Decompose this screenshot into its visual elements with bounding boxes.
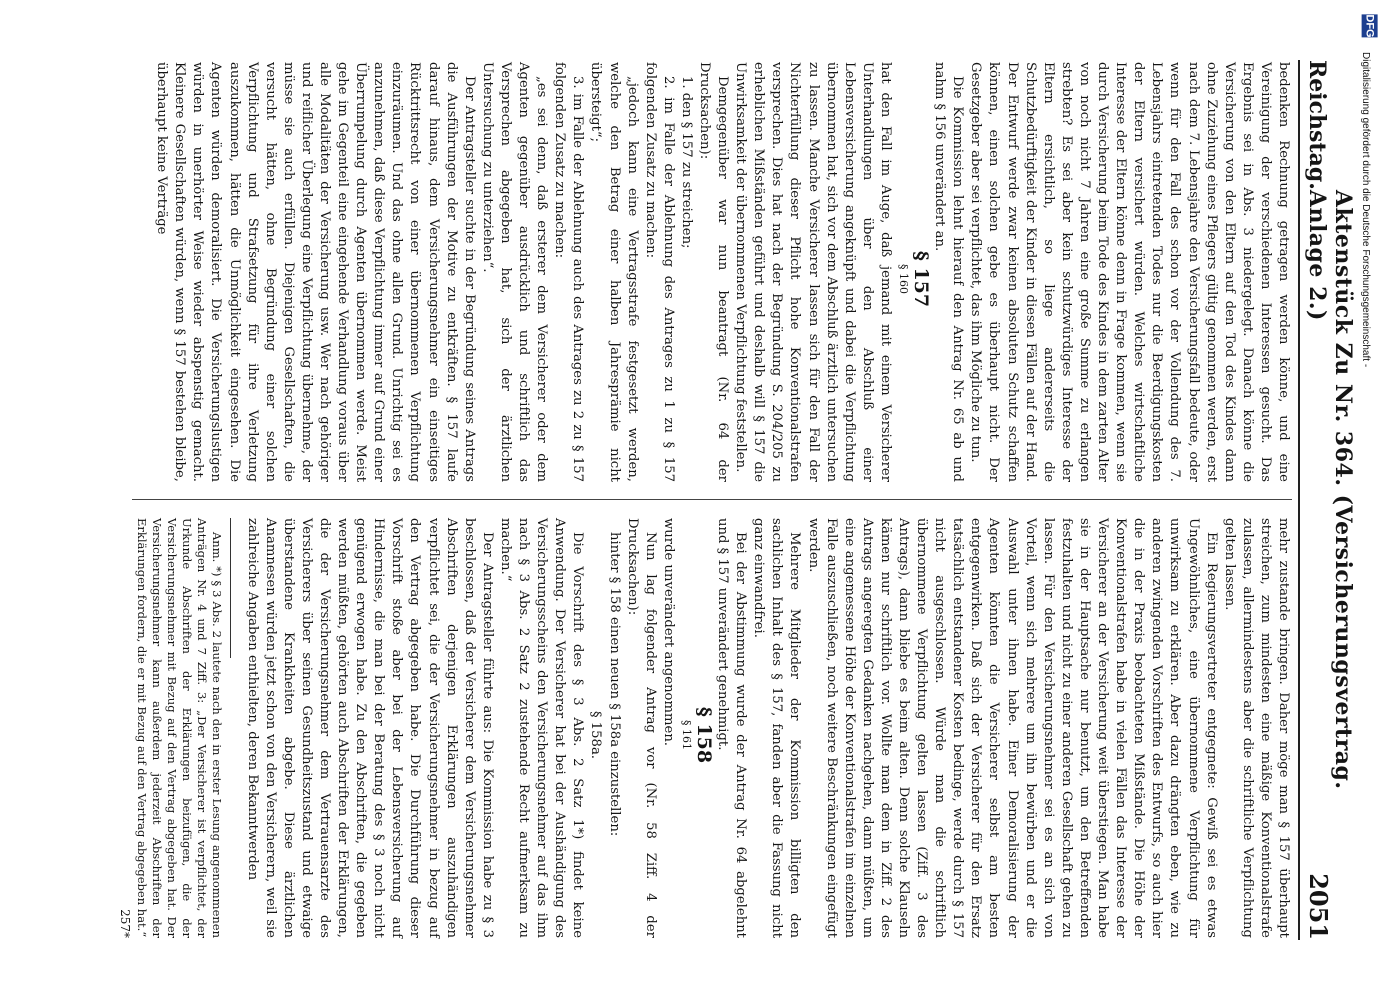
list-item: 3. im Falle der Ablehnung auch des Antrages zu 2 zu § 157 folgenden Zusatz zu machen: — [551, 62, 585, 482]
paragraph: Nun lag folgender Antrag vor (Nr. 58 Ziff. 4 der Drucksachen): — [624, 518, 658, 938]
column-divider — [132, 499, 1292, 500]
section-heading-158a: § 158a. — [587, 710, 603, 759]
left-column — [132, 62, 1292, 482]
list-item: 1. den § 157 zu streichen; — [678, 76, 694, 249]
header-left: Reichstag. — [1303, 60, 1330, 190]
paragraph: Demgegenüber war nun beantragt (Nr. 64 der Drucksachen): — [696, 62, 730, 482]
digitization-credit: Digitalisierung gefördert durch die Deutsche Forschungsgemeinschaft - — [1360, 52, 1371, 368]
paragraph: Mehrere Mitglieder der Kommission billigten den sachlichen Inhalt des § 157, fanden aber die Fassung nicht ganz einwandfrei. — [750, 518, 802, 938]
paragraph: mehr zustande bringen. Daher möge man § 157 überhaupt streichen, zum mindesten eine mäßige Konventionalstrafe zulassen, allermindestens aber die schriftliche Verpflichtung gelten lassen. — [1221, 518, 1291, 938]
quotation: Die Vorschrift des § 3 Abs. 2 Satz 1*) findet keine Anwendung. Der Versicherer hat bei der Aushändigung des Versicherungsscheins den Versicherungsnehmer auf das ihm nach § 3 Abs. 2 Satz 2 zustehende Recht aufmerksam zu machen.“ — [497, 518, 585, 938]
paragraph: bedenken Rechnung getragen werden könne, und eine Vereinigung der verschiedenen Interessen gesucht. Das Ergebnis sei in Abs. 3 niedergelegt. Danach könne die Versicherung von den Eltern auf den Tod des Kindes dann ohne Zuziehung eines Pflegers gültig genommen werden, erst nach dem 7. Lebensjahre den Versicherungsfall bedeute, oder wenn für den Fall des schon vor der Vollendung des 7. Lebensjahrs eintretenden Todes nur die Beerdigungskosten der Eltern versichert würden. Welches wirtschaftliche Interesse der Eltern könne denn in Frage kommen, wenn sie durch Versicherung beim Tode des Kindes in dem zarten Alter von noch nicht 7 Jahren eine große Summe zu erlangen strebten? Es sei aber kein schutzwürdiges Interesse der Eltern ersichtlich, so liege andererseits die Schutzbedürftigkeit der Kinder in diesen Fällen auf der Hand. Der Entwurf werde zwar keinen absoluten Schutz schaffen können, einen solchen gebe es überhaupt nicht. Der Gesetzgeber aber sei verpflichtet, das ihm Mögliche zu tun. — [967, 62, 1291, 482]
paragraph: Bei der Abstimmung wurde der Antrag Nr. 64 abgelehnt und § 157 unverändert genehmigt. — [714, 518, 748, 938]
paragraph: Die Kommission lehnt hierauf den Antrag Nr. 65 ab und nahm § 156 unverändert an. — [931, 62, 965, 482]
paragraph: Der Antragsteller suchte in der Begründung seines Antrags die Ausführungen der Motive zu entkräften. § 157 laufe darauf hinaus, dem Versicherungsnehmer ein einseitiges Rücktrittsrecht von einer übernommenen Verpflichtung einzuräumen. Und das ohne allen Grund. Unrichtig sei es anzunehmen, daß diese Verpflichtung immer auf Grund einer Überrumpelung durch Agenten übernommen werde. Meist gehe im Gegenteil eine eingehende Verhandlung voraus über alle Modalitäten der Versicherung usw. Wer nach gehöriger und reiflicher Überlegung eine Verpflichtung übernehme, der müsse sie auch erfüllen. Diejenigen Gesellschaften, die versucht hätten, ohne Begründung einer solchen Verpflichtung und Strafsetzung für ihre Verletzung auszukommen, hätten die Unmöglichkeit eingesehen. Die Agenten würden demoralisiert. Die Versicherungslustigen würden in unerhörter Weise wieder abspenstig gemacht. Kleinere Gesellschaften würden, wenn § 157 bestehen bleibe, überhaupt keine Verträge — [153, 62, 477, 482]
paragraph: wurde unverändert angenommen. — [660, 518, 676, 746]
header-title: Aktenstück Zu Nr. 364. (Versicherungsvertrag. Anlage 2.) — [1303, 189, 1356, 790]
paragraph: Der Antragsteller führte aus: Die Kommission habe zu § 3 beschlossen, daß der Versicherer dem Versicherungsnehmer Abschriften derjenigen Erklärungen auszuhändigen verpflichtet sei, die der Versicherungsnehmer in bezug auf den Vertrag abgegeben habe. Die Durchführung dieser Vorschrift stoße aber bei der Lebensversicherung auf Hindernisse, die man bei der Beratung des § 3 noch nicht genügend erwogen habe. Zu den Abschriften, die gegeben werden müßten, gehörten auch Abschriften der Erklärungen, die der Versicherungsnehmer dem Vertrauensarzte des Versicherers über seinen Gesundheitszustand und etwaige überstandene Krankheiten abgebe. Diese ärztlichen Anamnesen würden jetzt schon von den Versicherern, weil sie zahlreiche Angaben enthielten, deren Bekanntwerden — [244, 518, 495, 938]
section-heading-158: § 158 — [692, 706, 715, 764]
section-subheading: § 160 — [896, 264, 910, 294]
footnote: Anm. *) § 3 Abs. 2 lautete nach den in erster Lesung angenommenen Anträgen Nr. 4 und 7 Ziff. 3: „Der Versicherer ist verpflichtet, der Urkunde Abschriften der Erklärungen beizufügen, die der Versicherungsnehmer mit Bezug auf den Vertrag abgegeben hat. Der Versicherungsnehmer kann außerdem jederzeit Abschriften der Erklärungen fordern, die er mit Bezug auf den Vertrag abgegeben hat.“ — [134, 518, 224, 938]
section-subheading: § 161 — [679, 720, 693, 750]
running-header — [1298, 60, 1356, 940]
right-column — [117, 518, 1292, 938]
quotation: „es sei denn, daß ersterer dem Versicherer oder dem Agenten gegenüber ausdrücklich und schriftlich das Versprechen abgegeben hat, sich der ärztlichen Untersuchung zu unterziehen“. — [479, 62, 549, 482]
paragraph: hat den Fall im Auge, daß jemand mit einem Versicherer Unterhandlungen über den Abschluß einer Lebensversicherung angeknüpft und dabei die Verpflichtung übernommen hat, sich vor dem Abschluß ärztlich untersuchen zu lassen. Manche Versicherer lassen sich für den Fall der Nichterfüllung dieser Pflicht hohe Konventionalstrafen versprechen. Dies hat nach der Begründung S. 204/205 zu erheblichen Mißständen geführt und deshalb will § 157 die Unwirksamkeit der übernommenen Verpflichtung feststellen. — [732, 62, 893, 482]
footnote-rule — [229, 518, 230, 658]
quotation: „jedoch kann eine Vertragsstrafe festgesetzt werden, welche den Betrag einer halben Jahresprämie nicht übersteigt“; — [587, 62, 640, 482]
list-item: 2. im Falle der Ablehnung des Antrages zu 1 zu § 157 folgenden Zusatz zu machen: — [642, 62, 676, 482]
page-number: 2051 — [1303, 873, 1333, 940]
paragraph: Ein Regierungsvertreter entgegnete: Gewiß sei es etwas Ungewöhnliches, eine übernommene Verpflichtung für unwirksam zu erklären. Aber dazu drängten eben, wie zu anderen zwingenden Vorschriften des Entwurfs, so auch hier die in der Praxis beobachteten Mißstände. Die Höhe der Konventionalstrafen habe in vielen Fällen das Interesse der Versicherer an der Versicherung weit überstiegen. Man habe sie in der Hauptsache nur benutzt, um den Betreffenden festzuhalten und nicht zu einer anderen Gesellschaft gehen zu lassen. Für den Versicherungsnehmer sei es an sich von Vorteil, wenn sich mehrere um ihn bewürben und er die Auswahl unter ihnen habe. Einer Demoralisierung der Agenten könnten die Versicherer selbst am besten entgegenwirken. Daß sich der Versicherer für den Ersatz tatsächlich entstandener Kosten bedinge, werde durch § 157 nicht ausgeschlossen. Würde man die schriftlich übernommene Verpflichtung gelten lassen (Ziff. 3 des Antrags), dann bliebe es beim alten. Denn solche Klauseln kämen nur schriftlich vor. Wollte man dem in Ziff. 2 des Antrags angeregten Gedanken nachgehen, dann müßten, um eine angemessene Höhe der Konventionalstrafen im einzelnen Falle auszuschließen, noch weitere Beschränkungen eingefügt werden. — [805, 518, 1219, 938]
scanned-page — [22, 40, 1362, 960]
section-heading-157: § 157 — [909, 250, 932, 308]
dfg-logo: DFG — [1364, 14, 1377, 38]
paragraph: hinter § 158 einen neuen § 158a einzustellen: — [606, 532, 622, 837]
sheet-signature: 257* — [117, 909, 132, 938]
